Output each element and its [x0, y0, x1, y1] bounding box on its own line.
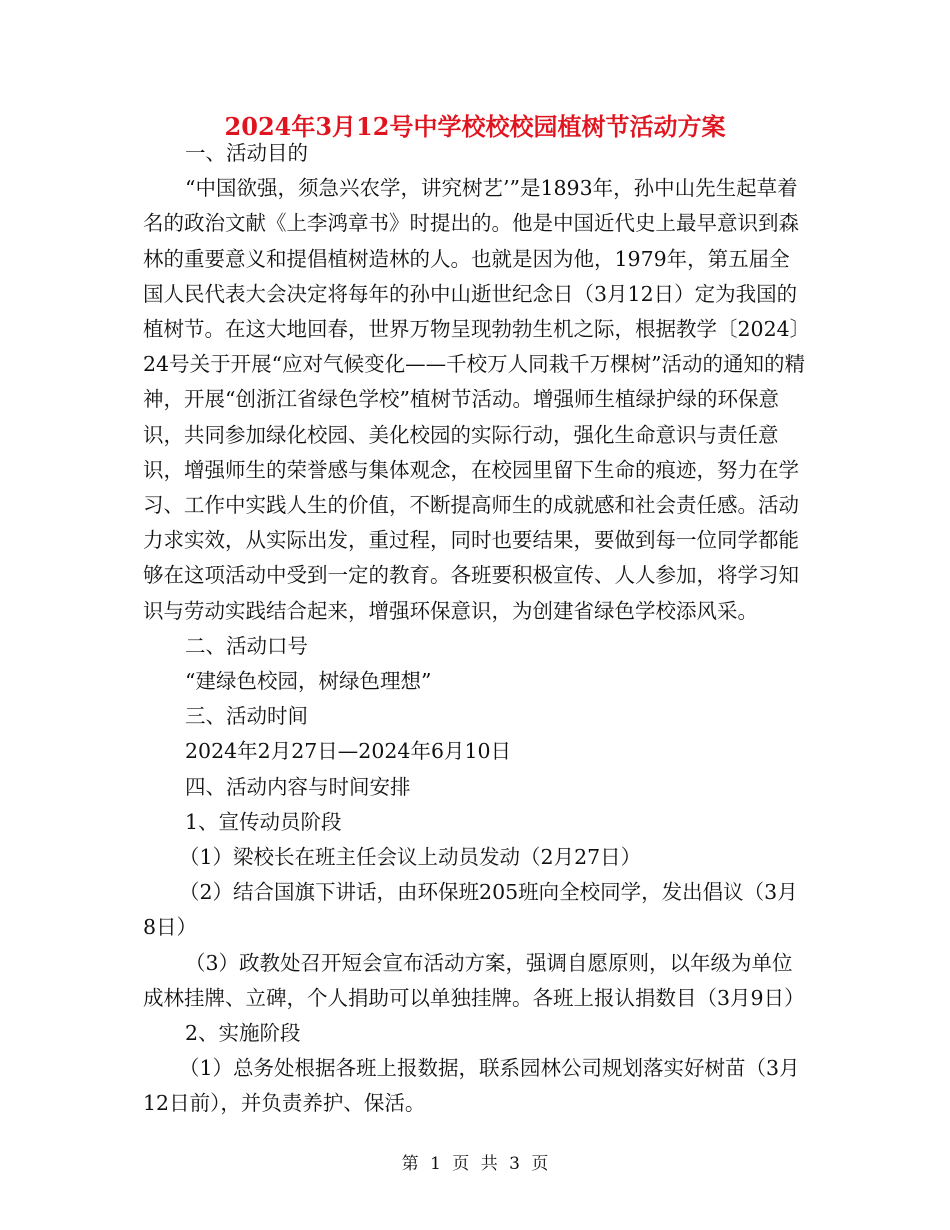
document-body	[143, 136, 808, 1122]
section-heading-purpose: 一、活动目的	[185, 141, 308, 165]
list-item: （1）梁校长在班主任会议上动员发动（2月27日）	[179, 845, 642, 870]
paragraph-purpose: “中国欲强，须急兴农学，讲究树艺’”是1893年，孙中山先生起草着名的政治文献《上李鸿章书》时提出的。他是中国近代史上最早意识到森林的重要意义和提倡植树造林的人。也就是因为他，1979年，第五届全国人民代表大会决定将每年的孙中山逝世纪念日（3月12日）定为我国的植树节。在这大地回春，世界万物呈现勃勃生机之际，根据教学〔2024〕24号关于开展“应对气候变化——千校万人同栽千万棵树”活动的通知的精神，开展“创浙江省绿色学校”植树节活动。增强师生植绿护绿的环保意识，共同参加绿化校园、美化校园的实际行动，强化生命意识与责任意识，增强师生的荣誉感与集体观念，在校园里留下生命的痕迹，努力在学习、工作中实践人生的价值，不断提高师生的成就感和社会责任感。活动力求实效，从实际出发，重过程，同时也要结果，要做到每一位同学都能够在这项活动中受到一定的教育。各班要积极宣传、人人参加，将学习知识与劳动实践结合起来，增强环保意识，为创建省绿色学校添风采。	[143, 176, 806, 623]
section-heading-content: 四、活动内容与时间安排	[185, 774, 411, 799]
list-item: （2）结合国旗下讲话，由环保班205班向全校同学，发出倡议（3月8日）	[143, 880, 798, 940]
document-title: 2024年3月12号中学校校校园植树节活动方案	[224, 112, 726, 141]
section-heading-time: 三、活动时间	[185, 704, 308, 729]
list-item: （1）总务处根据各班上报数据，联系园林公司规划落实好树苗（3月12日前），并负责养护、保活。	[143, 1056, 800, 1116]
activity-date-range: 2024年2月27日—2024年6月10日	[185, 739, 512, 764]
stage-heading-promotion: 1、宣传动员阶段	[185, 809, 342, 834]
section-heading-slogan: 二、活动口号	[185, 633, 308, 658]
stage-heading-implementation: 2、实施阶段	[185, 1021, 301, 1046]
page-footer: 第 1 页 共 3 页	[401, 1154, 549, 1174]
list-item: （3）政教处召开短会宣布活动方案，强调自愿原则，以年级为单位成林挂牌、立碑，个人捐助可以单独挂牌。各班上报认捐数目（3月9日）	[143, 950, 805, 1010]
slogan-text: “建绿色校园，树绿色理想”	[185, 669, 432, 694]
